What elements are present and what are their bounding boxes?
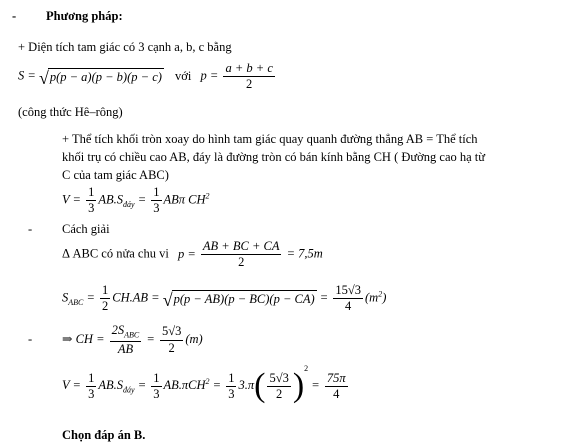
fraction: $\frac{1}{3}$ <box>228 370 235 401</box>
area-formula: $S_{ABC}$ = $\frac{1}{2}$ CH.AB = √ p(p − AB)(p − BC)(p − CA) = $\frac{15√3}{4}$ $(m^2)$ <box>62 283 387 314</box>
heron-name: (công thức Hê–rông) <box>18 105 123 119</box>
answer-choice: Chọn đáp án B. <box>62 428 146 442</box>
fraction: $\frac{1}{3}$ <box>153 185 160 216</box>
volume-rule-line-3: C của tam giác ABC) <box>62 168 169 182</box>
fraction: $\frac{5√3}{2}$ <box>161 324 182 355</box>
volume-rule-line-1: + Thể tích khối tròn xoay do hình tam giác quay quanh đường thẳng AB = Thể tích <box>62 132 478 146</box>
fraction: $\frac{1}{3}$ <box>153 370 160 401</box>
fraction: $\frac{1}{2}$ <box>102 283 109 314</box>
half-perimeter: Δ ABC có nửa chu vi p = $\frac{AB + BC + CA}{2}$ = 7,5m <box>62 239 323 270</box>
method-label: Phương pháp: <box>46 9 123 23</box>
fraction: $\frac{5√3}{2}$ <box>269 370 289 401</box>
fraction: $\frac{a + b + c}{2}$ <box>225 61 273 92</box>
sqrt-radical: √ p(p − a)(p − b)(p − c) <box>38 67 162 88</box>
fraction: $\frac{15√3}{4}$ <box>335 283 361 314</box>
ch-formula: - ⇒ CH = $\frac{2S_{ABC}}{AB}$ = $\frac{5√3}{2}$ (m) <box>28 323 203 356</box>
volume-formula: V = $\frac{1}{3}$ $AB.S_{đáy}$ = $\frac{1}{3}$ ABπ $CH^2$ <box>62 185 210 216</box>
fraction: $\frac{1}{3}$ <box>88 370 95 401</box>
volume-result: V = $\frac{1}{3}$ $AB.S_{đáy}$ = $\frac{1}{3}$ AB.πCH$^2$ = $\frac{1}{3}$ 3.π( $\frac{5√3}{2}$ )$^2$ = $\frac{75\pi}{4}$ <box>62 364 346 405</box>
method-heading <box>12 9 123 24</box>
solution-heading: - Cách giải <box>28 222 110 236</box>
heron-intro: + Diện tích tam giác có 3 cạnh a, b, c bằng <box>18 40 232 54</box>
fraction: $\frac{AB + BC + CA}{2}$ <box>202 239 280 270</box>
bullet: - <box>12 9 17 23</box>
fraction: $\frac{2S_{ABC}}{AB}$ <box>111 323 140 356</box>
fraction: $\frac{75\pi}{4}$ <box>326 370 346 401</box>
sqrt-radical: √ p(p − AB)(p − BC)(p − CA) <box>162 289 315 310</box>
fraction: $\frac{1}{3}$ <box>88 185 95 216</box>
volume-rule-line-2: khối trụ có chiều cao AB, đáy là đường tròn có bán kính bằng CH ( Đường cao hạ từ <box>62 150 486 164</box>
heron-formula: S = √ p(p − a)(p − b)(p − c) với p = $\frac{a + b + c}{2}$ <box>18 61 273 92</box>
